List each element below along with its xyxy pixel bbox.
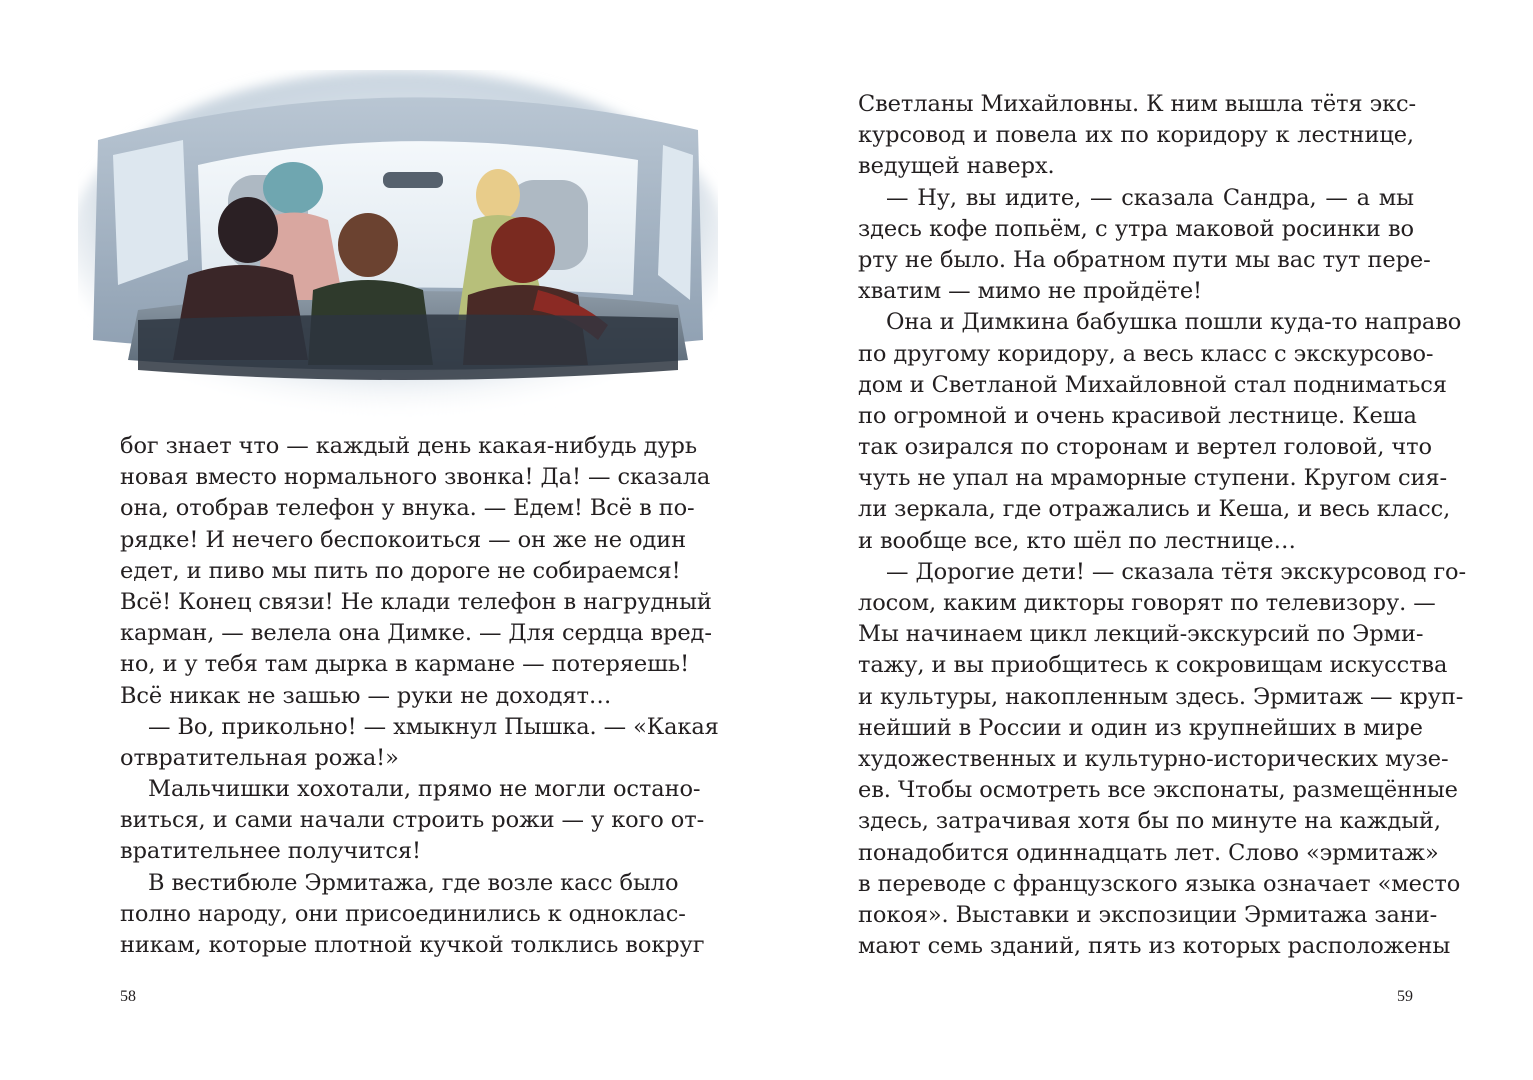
text-line: ли зеркала, где отражались и Кеша, и весь класс, — [858, 496, 1451, 523]
text-line: В вестибюле Эрмитажа, где возле касс было — [148, 869, 679, 896]
text-line: вратительнее получится! — [120, 838, 421, 865]
page-number-left: 58 — [120, 988, 136, 1005]
text-line: по другому коридору, а весь класс с экскурсово- — [858, 340, 1434, 367]
text-line: виться, и сами начали строить рожи — у кого от- — [120, 807, 705, 834]
text-line: отвратительная рожа!» — [120, 744, 399, 771]
text-line: бог знает что — каждый день какая-нибудь дурь — [120, 433, 697, 459]
text-line: — Дорогие дети! — сказала тётя экскурсовод го- — [886, 558, 1467, 585]
text-line: здесь, затрачивая хотя бы по минуте на каждый, — [858, 808, 1441, 835]
text-line: дом и Светланой Михайловной стал подниматься — [858, 371, 1447, 398]
left-page — [0, 0, 766, 1080]
text-line: художественных и культурно-исторических музе- — [858, 745, 1449, 772]
text-line: покоя». Выставки и экспозиции Эрмитажа зани- — [858, 901, 1438, 928]
text-line: карман, — велела она Димке. — Для сердца вред- — [120, 620, 712, 647]
text-line: и культуры, накопленным здесь. Эрмитаж — круп- — [858, 683, 1464, 710]
text-line: — Во, прикольно! — хмыкнул Пышка. — «Какая — [148, 713, 719, 740]
text-line: курсовод и повела их по коридору к лестнице, — [858, 122, 1414, 149]
text-line: мают семь зданий, пять из которых расположены — [858, 933, 1451, 960]
text-line: едет, и пиво мы пить по дороге не собираемся! — [120, 557, 681, 584]
text-line: так озирался по сторонам и вертел головой, что — [858, 434, 1432, 461]
page-number-right: 59 — [1397, 988, 1413, 1005]
text-line: ев. Чтобы осмотреть все экспонаты, размещённые — [858, 777, 1458, 804]
text-line: и вообще все, кто шёл по лестнице… — [858, 527, 1296, 554]
text-line: понадобится одиннадцать лет. Слово «эрмитаж» — [858, 839, 1439, 866]
illustration-image — [78, 70, 718, 420]
right-page-text — [858, 89, 1467, 962]
text-line: Она и Димкина бабушка пошли куда-то направо — [886, 309, 1462, 336]
text-line: Светланы Михайловны. К ним вышла тётя экс- — [858, 91, 1417, 117]
text-line: но, и у тебя там дырка в кармане — потеряешь! — [120, 651, 690, 678]
text-line: Всё никак не зашью — руки не доходят… — [120, 682, 612, 709]
text-line: лосом, каким дикторы говорят по телевизору. — — [858, 590, 1436, 616]
text-line: Всё! Конец связи! Не клади телефон в нагрудный — [120, 588, 712, 615]
text-line: тажу, и вы приобщитесь к сокровищам искусства — [858, 652, 1448, 679]
text-line: она, отобрав телефон у внука. — Едем! Всё в по- — [120, 495, 695, 522]
text-line: Мы начинаем цикл лекций-экскурсий по Эрми- — [858, 621, 1424, 648]
text-line: нейший в России и один из крупнейших в мире — [858, 714, 1423, 741]
text-line: по огромной и очень красивой лестнице. Кеша — [858, 402, 1417, 429]
text-line: здесь кофе попьём, с утра маковой росинки во — [858, 215, 1414, 242]
text-line: в переводе с французского языка означает «место — [858, 870, 1461, 897]
text-line: хватим — мимо не пройдёте! — [858, 278, 1202, 305]
text-line: новая вместо нормального звонка! Да! — сказала — [120, 464, 711, 491]
text-line: Мальчишки хохотали, прямо не могли остано- — [148, 776, 701, 803]
text-line: никам, которые плотной кучкой толклись вокруг — [120, 932, 705, 958]
text-line: чуть не упал на мраморные ступени. Кругом сия- — [858, 465, 1447, 492]
car-interior-illustration — [78, 70, 718, 420]
text-line: ведущей наверх. — [858, 153, 1055, 180]
text-line: рядке! И нечего беспокоиться — он же не один — [120, 526, 687, 553]
text-line: рту не было. На обратном пути мы вас тут пере- — [858, 246, 1431, 273]
right-page — [766, 0, 1533, 1080]
text-line: — Ну, вы идите, — сказала Сандра, — а мы — [886, 184, 1414, 211]
left-page-text — [120, 431, 719, 961]
text-line: полно народу, они присоединились к одноклас- — [120, 900, 686, 927]
